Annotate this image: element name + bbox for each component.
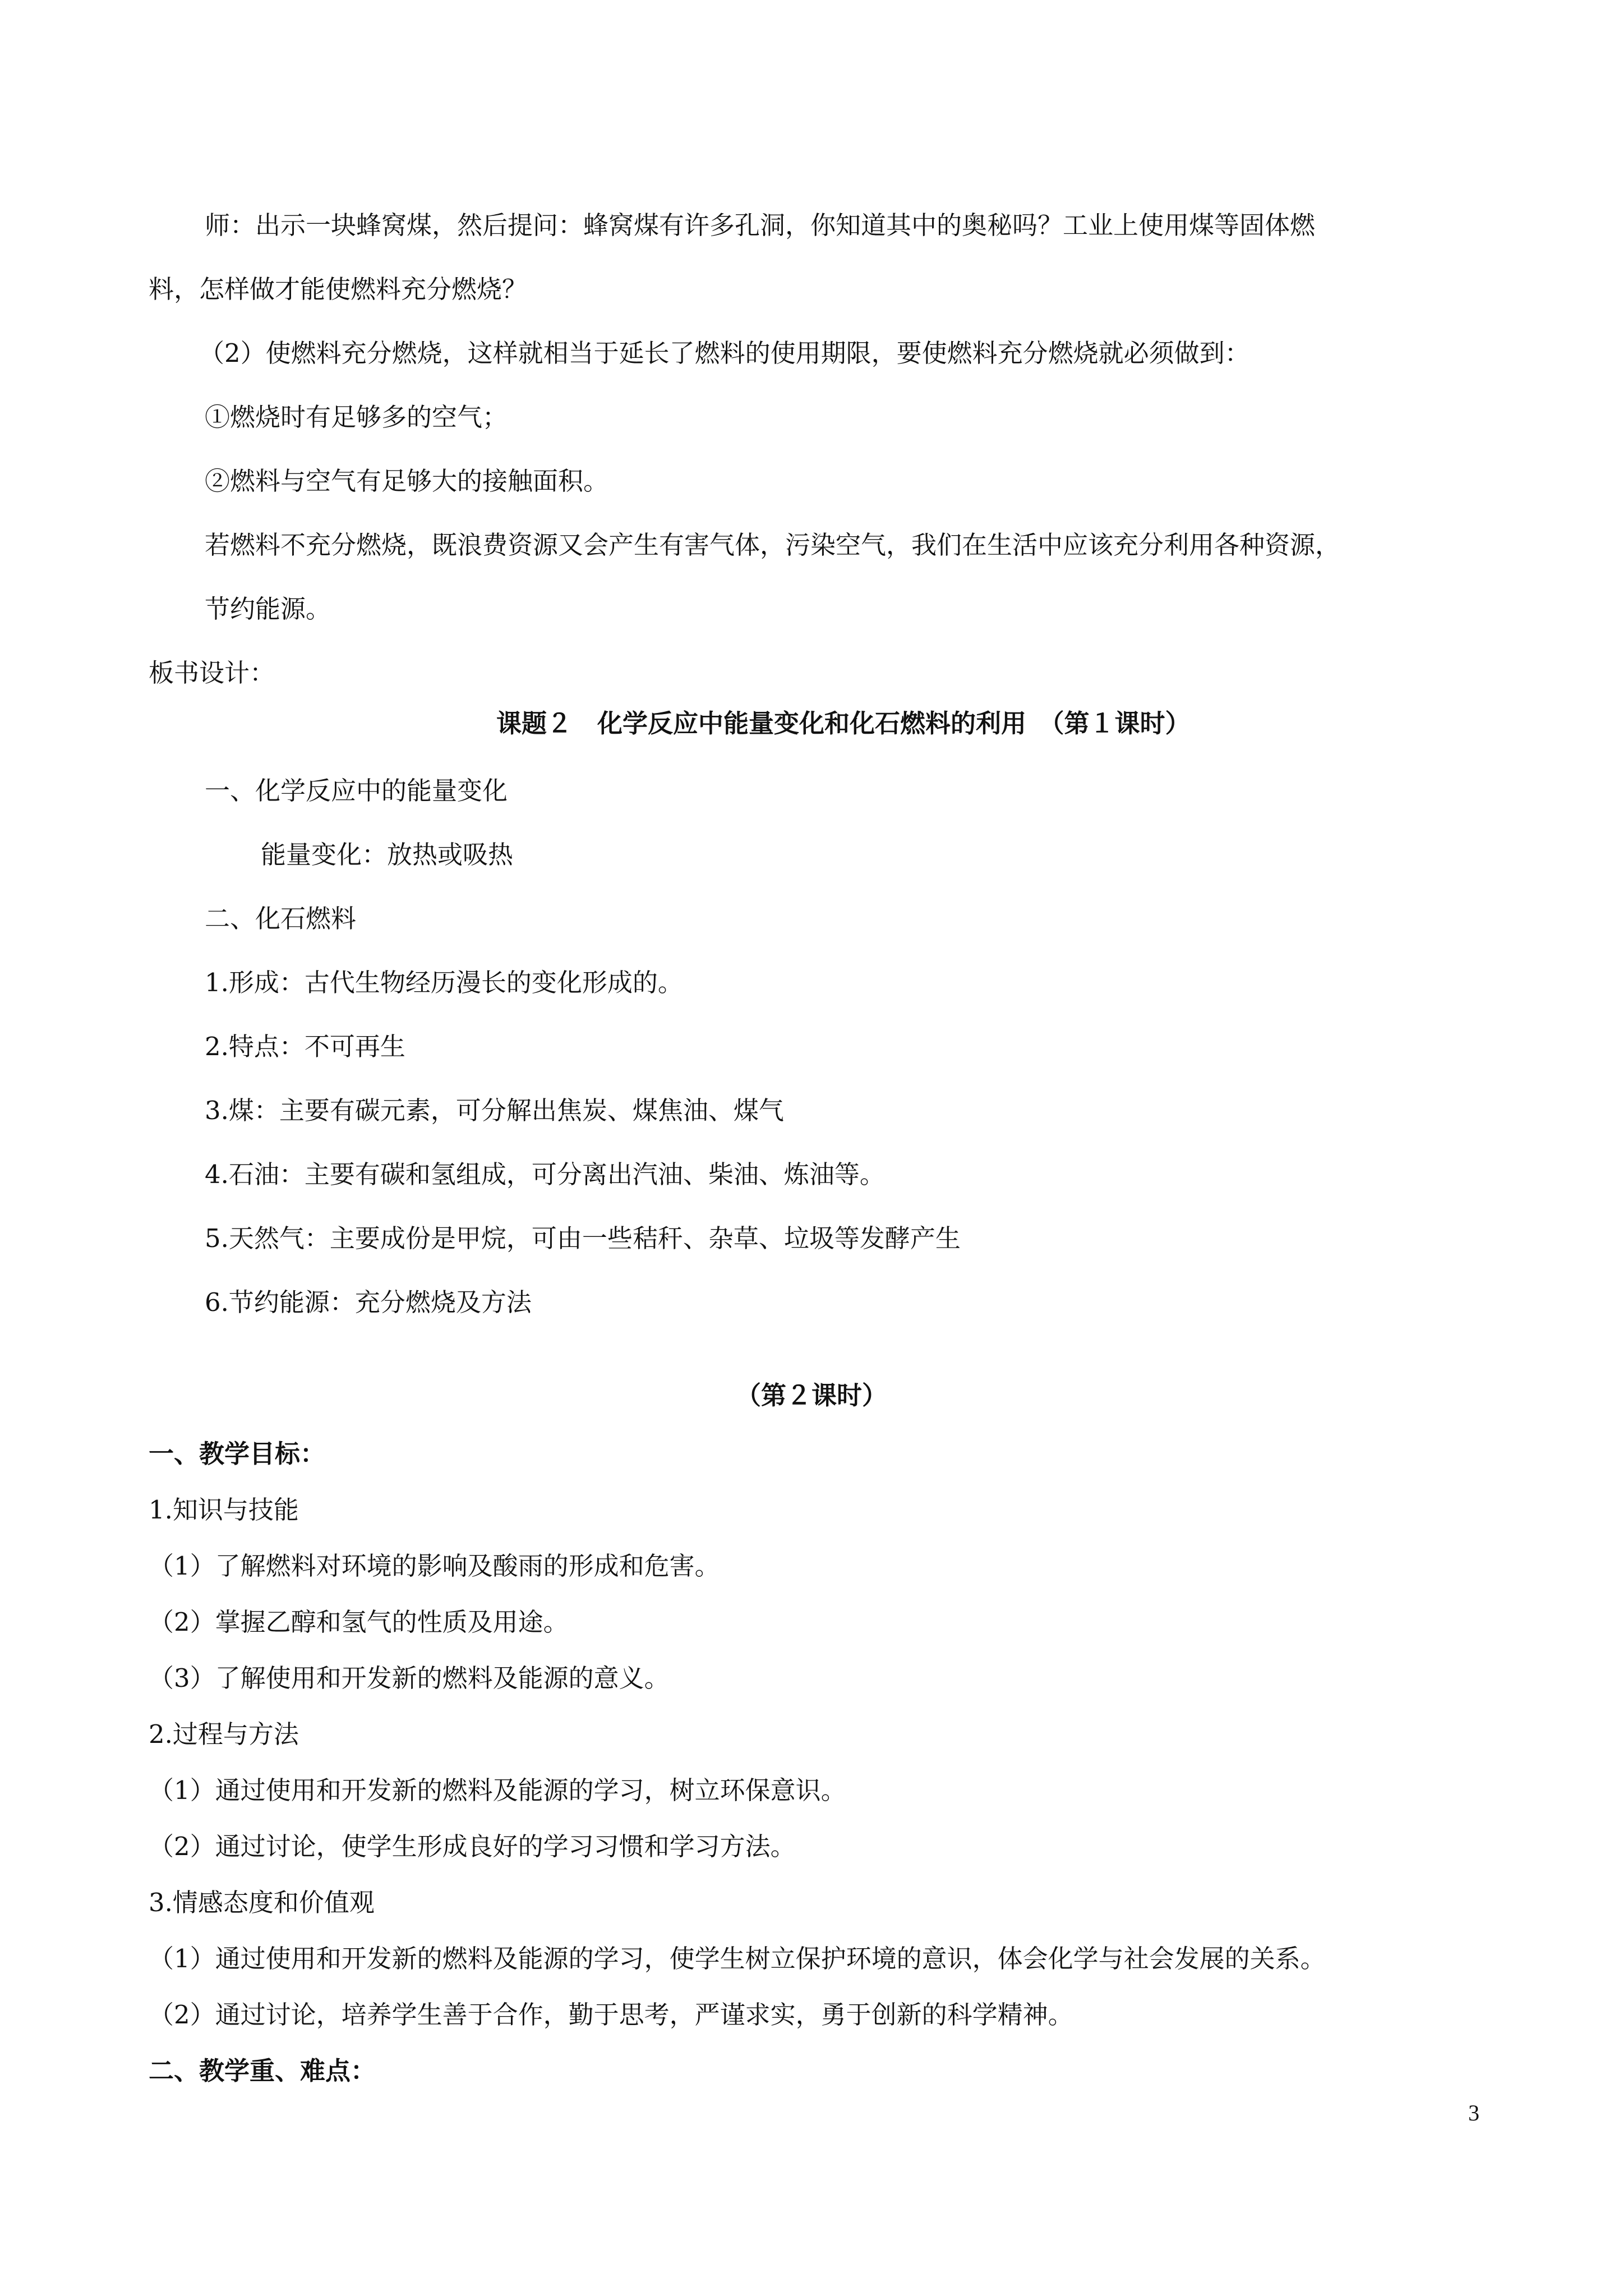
board-item-5: 5.天然气：主要成份是甲烷，可由一些秸秆、杂草、垃圾等发酵产生 bbox=[205, 1223, 961, 1253]
teacher-question-line-1: 师：出示一块蜂窝煤，然后提问：蜂窝煤有许多孔洞，你知道其中的奥秘吗？工业上使用煤等固体燃 bbox=[205, 210, 1316, 240]
knowledge-item-1: （1）了解燃料对环境的影响及酸雨的形成和危害。 bbox=[149, 1551, 720, 1581]
process-item-2: （2）通过讨论，使学生形成良好的学习习惯和学习方法。 bbox=[149, 1832, 796, 1861]
key-points-heading: 二、教学重、难点： bbox=[149, 2056, 376, 2086]
conclusion-line-1: 若燃料不充分燃烧，既浪费资源又会产生有害气体，污染空气，我们在生活中应该充分利用各种资源， bbox=[205, 530, 1341, 560]
process-heading: 2.过程与方法 bbox=[149, 1719, 299, 1749]
lesson-2-title: （第２课时） bbox=[735, 1381, 887, 1410]
knowledge-item-2: （2）掌握乙醇和氢气的性质及用途。 bbox=[149, 1607, 569, 1637]
attitude-item-2: （2）通过讨论，培养学生善于合作，勤于思考，严谨求实，勇于创新的科学精神。 bbox=[149, 2000, 1073, 2030]
process-item-1: （1）通过使用和开发新的燃料及能源的学习，树立环保意识。 bbox=[149, 1775, 846, 1805]
board-item-6: 6.节约能源：充分燃烧及方法 bbox=[205, 1287, 532, 1317]
page-number: 3 bbox=[1468, 2100, 1479, 2125]
knowledge-item-3: （3）了解使用和开发新的燃料及能源的意义。 bbox=[149, 1663, 670, 1693]
condition-2: ②燃料与空气有足够大的接触面积。 bbox=[205, 466, 609, 496]
attitude-heading: 3.情感态度和价值观 bbox=[149, 1888, 375, 1917]
board-item-2: 2.特点：不可再生 bbox=[205, 1032, 405, 1061]
point-2-intro: （2）使燃料充分燃烧，这样就相当于延长了燃料的使用期限，要使燃料充分燃烧就必须做到： bbox=[199, 338, 1250, 368]
knowledge-heading: 1.知识与技能 bbox=[149, 1495, 299, 1525]
board-design-title: 课题２ 化学反应中能量变化和化石燃料的利用 （第１课时） bbox=[496, 708, 1191, 738]
board-section-1-detail: 能量变化：放热或吸热 bbox=[261, 840, 514, 869]
board-item-1: 1.形成：古代生物经历漫长的变化形成的。 bbox=[205, 968, 683, 997]
board-item-4: 4.石油：主要有碳和氢组成，可分离出汽油、柴油、炼油等。 bbox=[205, 1159, 885, 1189]
objectives-heading: 一、教学目标： bbox=[149, 1439, 326, 1469]
board-section-2-heading: 二、化石燃料 bbox=[205, 904, 357, 933]
attitude-item-1: （1）通过使用和开发新的燃料及能源的学习，使学生树立保护环境的意识，体会化学与社会发展的关系。 bbox=[149, 1944, 1326, 1973]
conclusion-line-2: 节约能源。 bbox=[205, 594, 331, 624]
condition-1: ①燃烧时有足够多的空气； bbox=[205, 402, 508, 432]
board-item-3: 3.煤：主要有碳元素，可分解出焦炭、煤焦油、煤气 bbox=[205, 1096, 784, 1125]
board-design-label: 板书设计： bbox=[149, 658, 275, 688]
board-section-1-heading: 一、化学反应中的能量变化 bbox=[205, 776, 508, 806]
teacher-question-line-2: 料，怎样做才能使燃料充分燃烧？ bbox=[149, 274, 528, 304]
